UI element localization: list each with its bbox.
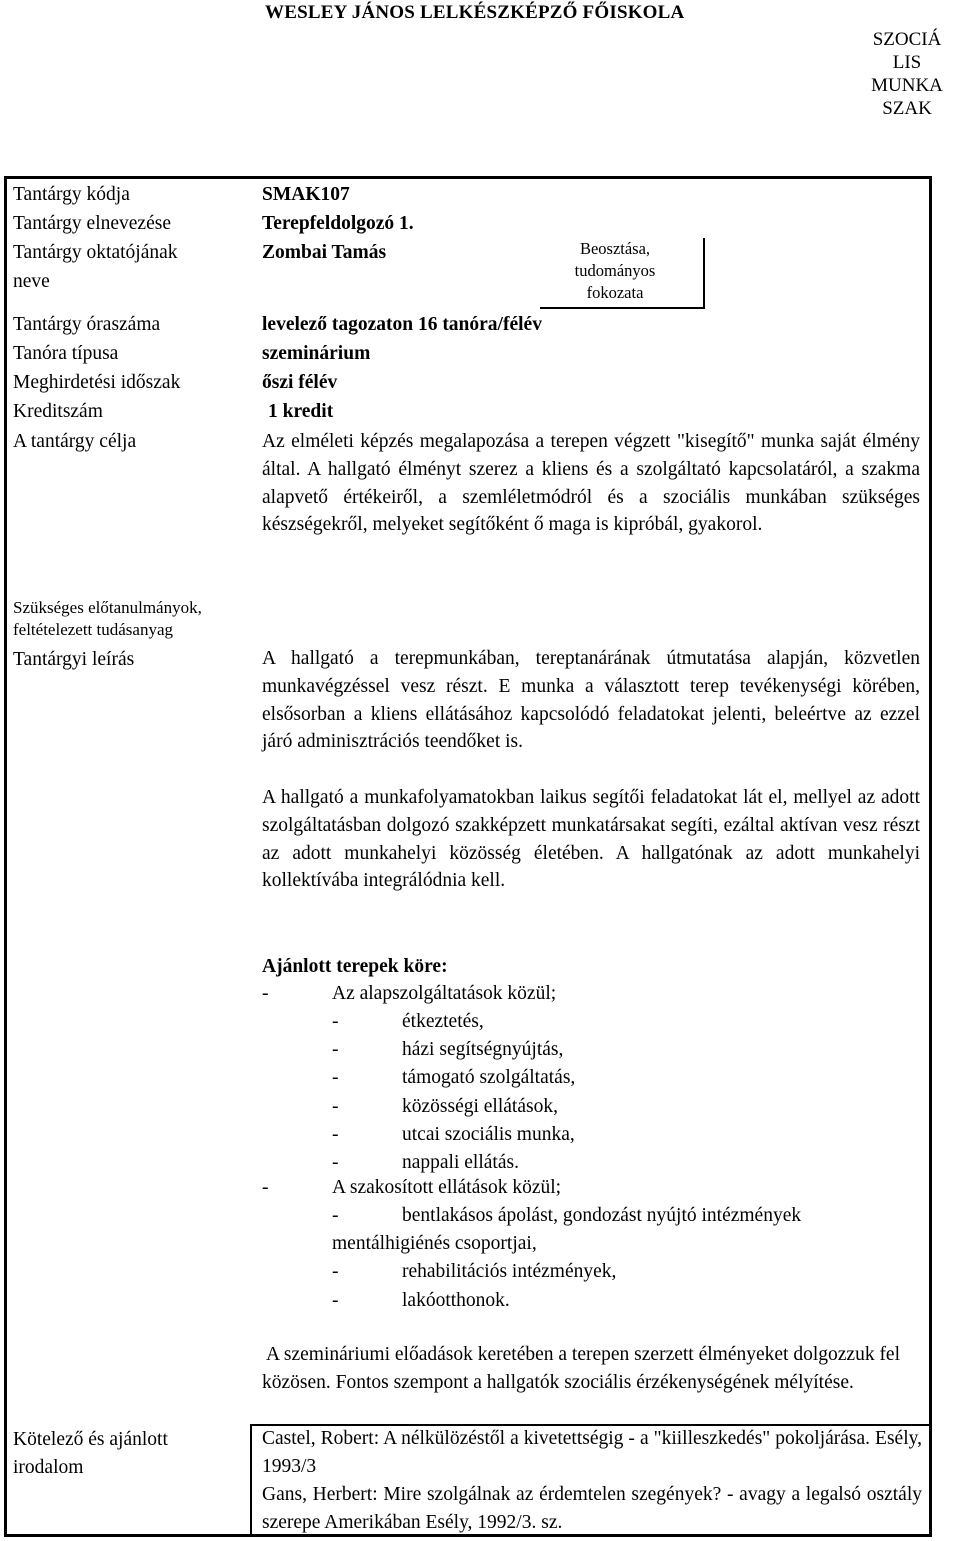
instructor-label-2: neve <box>13 271 50 292</box>
name-value: Terepfeldolgozó 1. <box>262 213 414 234</box>
instructor-value: Zombai Tamás <box>262 242 387 263</box>
literature-label: Kötelező és ajánlott <box>13 1429 168 1450</box>
group-1-title: Az alapszolgáltatások közül; <box>332 983 557 1004</box>
semester-value: őszi félév <box>262 372 338 393</box>
credits-label: Kreditszám <box>13 401 103 422</box>
list-item-text: közösségi ellátások, <box>402 1095 558 1117</box>
hours-value: levelező tagozaton 16 tanóra/félév <box>262 314 542 335</box>
list-item-text: nappali ellátás. <box>402 1152 519 1174</box>
list-item <box>332 1149 575 1177</box>
list-item <box>332 1008 575 1036</box>
position-label <box>540 238 690 304</box>
list-item <box>332 1121 575 1149</box>
program-label <box>862 28 952 120</box>
list-item <box>332 1064 575 1092</box>
program-line: SZAK <box>882 98 932 119</box>
list-item-text: rehabilitációs intézmények, <box>402 1261 617 1283</box>
group-1-list <box>332 1008 575 1177</box>
list-item-text: utcai szociális munka, <box>402 1123 575 1145</box>
position-label-line: Beosztása, <box>579 239 651 258</box>
list-item <box>332 1202 801 1230</box>
credits-value: 1 kredit <box>268 401 334 422</box>
name-label: Tantárgy elnevezése <box>13 213 171 234</box>
dash: - <box>332 1205 339 1226</box>
goal-text: Az elméleti képzés megalapozása a terepen végzett "kisegítő" munka saját élmény által. A hallgató élményt szerez a kliens és a szolgáltató kapcsolatáról, a szakma alapvető értékeiről, a szemléletmódról és a szociális munkában szükséges készségekről, melyeket segítőként ő maga is kipróbál, gyakorol. <box>262 431 920 536</box>
description-label: Tantárgyi leírás <box>13 649 135 670</box>
list-item <box>332 1093 575 1121</box>
code-value: SMAK107 <box>262 184 350 205</box>
dash: - <box>332 1261 339 1283</box>
list-item-text: étkeztetés, <box>402 1011 484 1032</box>
dash: - <box>332 1039 339 1061</box>
list-item-text: támogató szolgáltatás, <box>402 1067 576 1089</box>
goal-label: A tantárgy célja <box>13 431 137 452</box>
literature-ref-1: Castel, Robert: A nélkülözéstől a kivetettségig - a "kiilleszkedés" pokoljárása. Esély, 1993/3 <box>262 1428 922 1477</box>
description-para-1: A hallgató a terepmunkában, tereptanárának útmutatása alapján, közvetlen munkavégzéssel vesz részt. E munka a választott terep tevékenységi körében, elsősorban a kliens ellátásához kapcsolódó feladatokat jelenti, beleértve az ezzel járó adminisztrációs teendőket is. <box>262 648 920 753</box>
field-group-2 <box>262 1174 561 1202</box>
list-item-text: bentlakásos ápolást, gondozást nyújtó intézmények <box>402 1205 802 1226</box>
position-box-border <box>703 238 705 308</box>
dash: - <box>332 1067 339 1089</box>
dash: - <box>262 1177 269 1198</box>
dash: - <box>332 1123 339 1145</box>
table-right-border <box>929 176 932 1537</box>
list-item-text: lakóotthonok. <box>402 1289 510 1311</box>
prereq-label-line: feltételezett tudásanyag <box>13 620 173 639</box>
dash: - <box>332 1095 339 1117</box>
description-para-2: A hallgató a munkafolyamatokban laikus segítői feladatokat lát el, mellyel az adott szolgáltatásban dolgozó szakképzett munkatársakat segíti, ezáltal aktívan vesz részt az adott munkahelyi közösség életében. A hallgatónak az adott munkahelyi kollektívába integrálódnia kell. <box>262 787 920 892</box>
list-item-text: házi segítségnyújtás, <box>402 1039 564 1061</box>
dash: - <box>332 1011 339 1032</box>
literature-label-2: irodalom <box>13 1457 84 1478</box>
hours-label: Tantárgy óraszáma <box>13 314 161 335</box>
field-group-1 <box>262 980 556 1008</box>
type-label: Tanóra típusa <box>13 343 119 364</box>
position-label-line: tudományos <box>574 261 656 280</box>
dash: - <box>332 1289 339 1311</box>
program-line: LIS <box>892 52 922 73</box>
fields-heading: Ajánlott terepek köre: <box>262 956 448 977</box>
group-2-list <box>332 1202 801 1315</box>
list-item <box>332 1036 575 1064</box>
prereq-label-line: Szükséges előtanulmányok, <box>13 598 202 617</box>
table-left-border <box>4 176 7 1537</box>
literature-divider <box>250 1424 252 1536</box>
code-label: Tantárgy kódja <box>13 184 130 205</box>
seminar-text: A szemináriumi előadások keretében a terepen szerzett élményeket dolgozzuk fel közösen. Fontos szempont a hallgatók szociális érzékenységének mélyítése. <box>262 1344 901 1393</box>
program-line: SZOCIÁ <box>872 29 942 50</box>
table-top-border <box>4 176 932 179</box>
group-2-title: A szakosított ellátások közül; <box>332 1177 562 1198</box>
list-item-continuation: mentálhigiénés csoportjai, <box>332 1233 537 1255</box>
prereq-label <box>13 597 202 641</box>
dash: - <box>262 983 269 1004</box>
list-item <box>332 1287 801 1315</box>
program-line: MUNKA <box>871 75 943 96</box>
literature-ref-2: Gans, Herbert: Mire szolgálnak az érdemtelen szegények? - avagy a legalsó osztály szerepe Amerikában Esély, 1992/3. sz. <box>262 1484 922 1533</box>
position-label-line: fokozata <box>586 283 644 302</box>
dash: - <box>332 1152 339 1174</box>
list-item <box>332 1258 801 1286</box>
institution-header: WESLEY JÁNOS LELKÉSZKÉPZŐ FŐISKOLA <box>265 2 685 23</box>
type-value: szeminárium <box>262 343 371 364</box>
instructor-label: Tantárgy oktatójának <box>13 242 178 263</box>
semester-label: Meghirdetési időszak <box>13 372 181 393</box>
position-box-bottom <box>540 307 705 309</box>
